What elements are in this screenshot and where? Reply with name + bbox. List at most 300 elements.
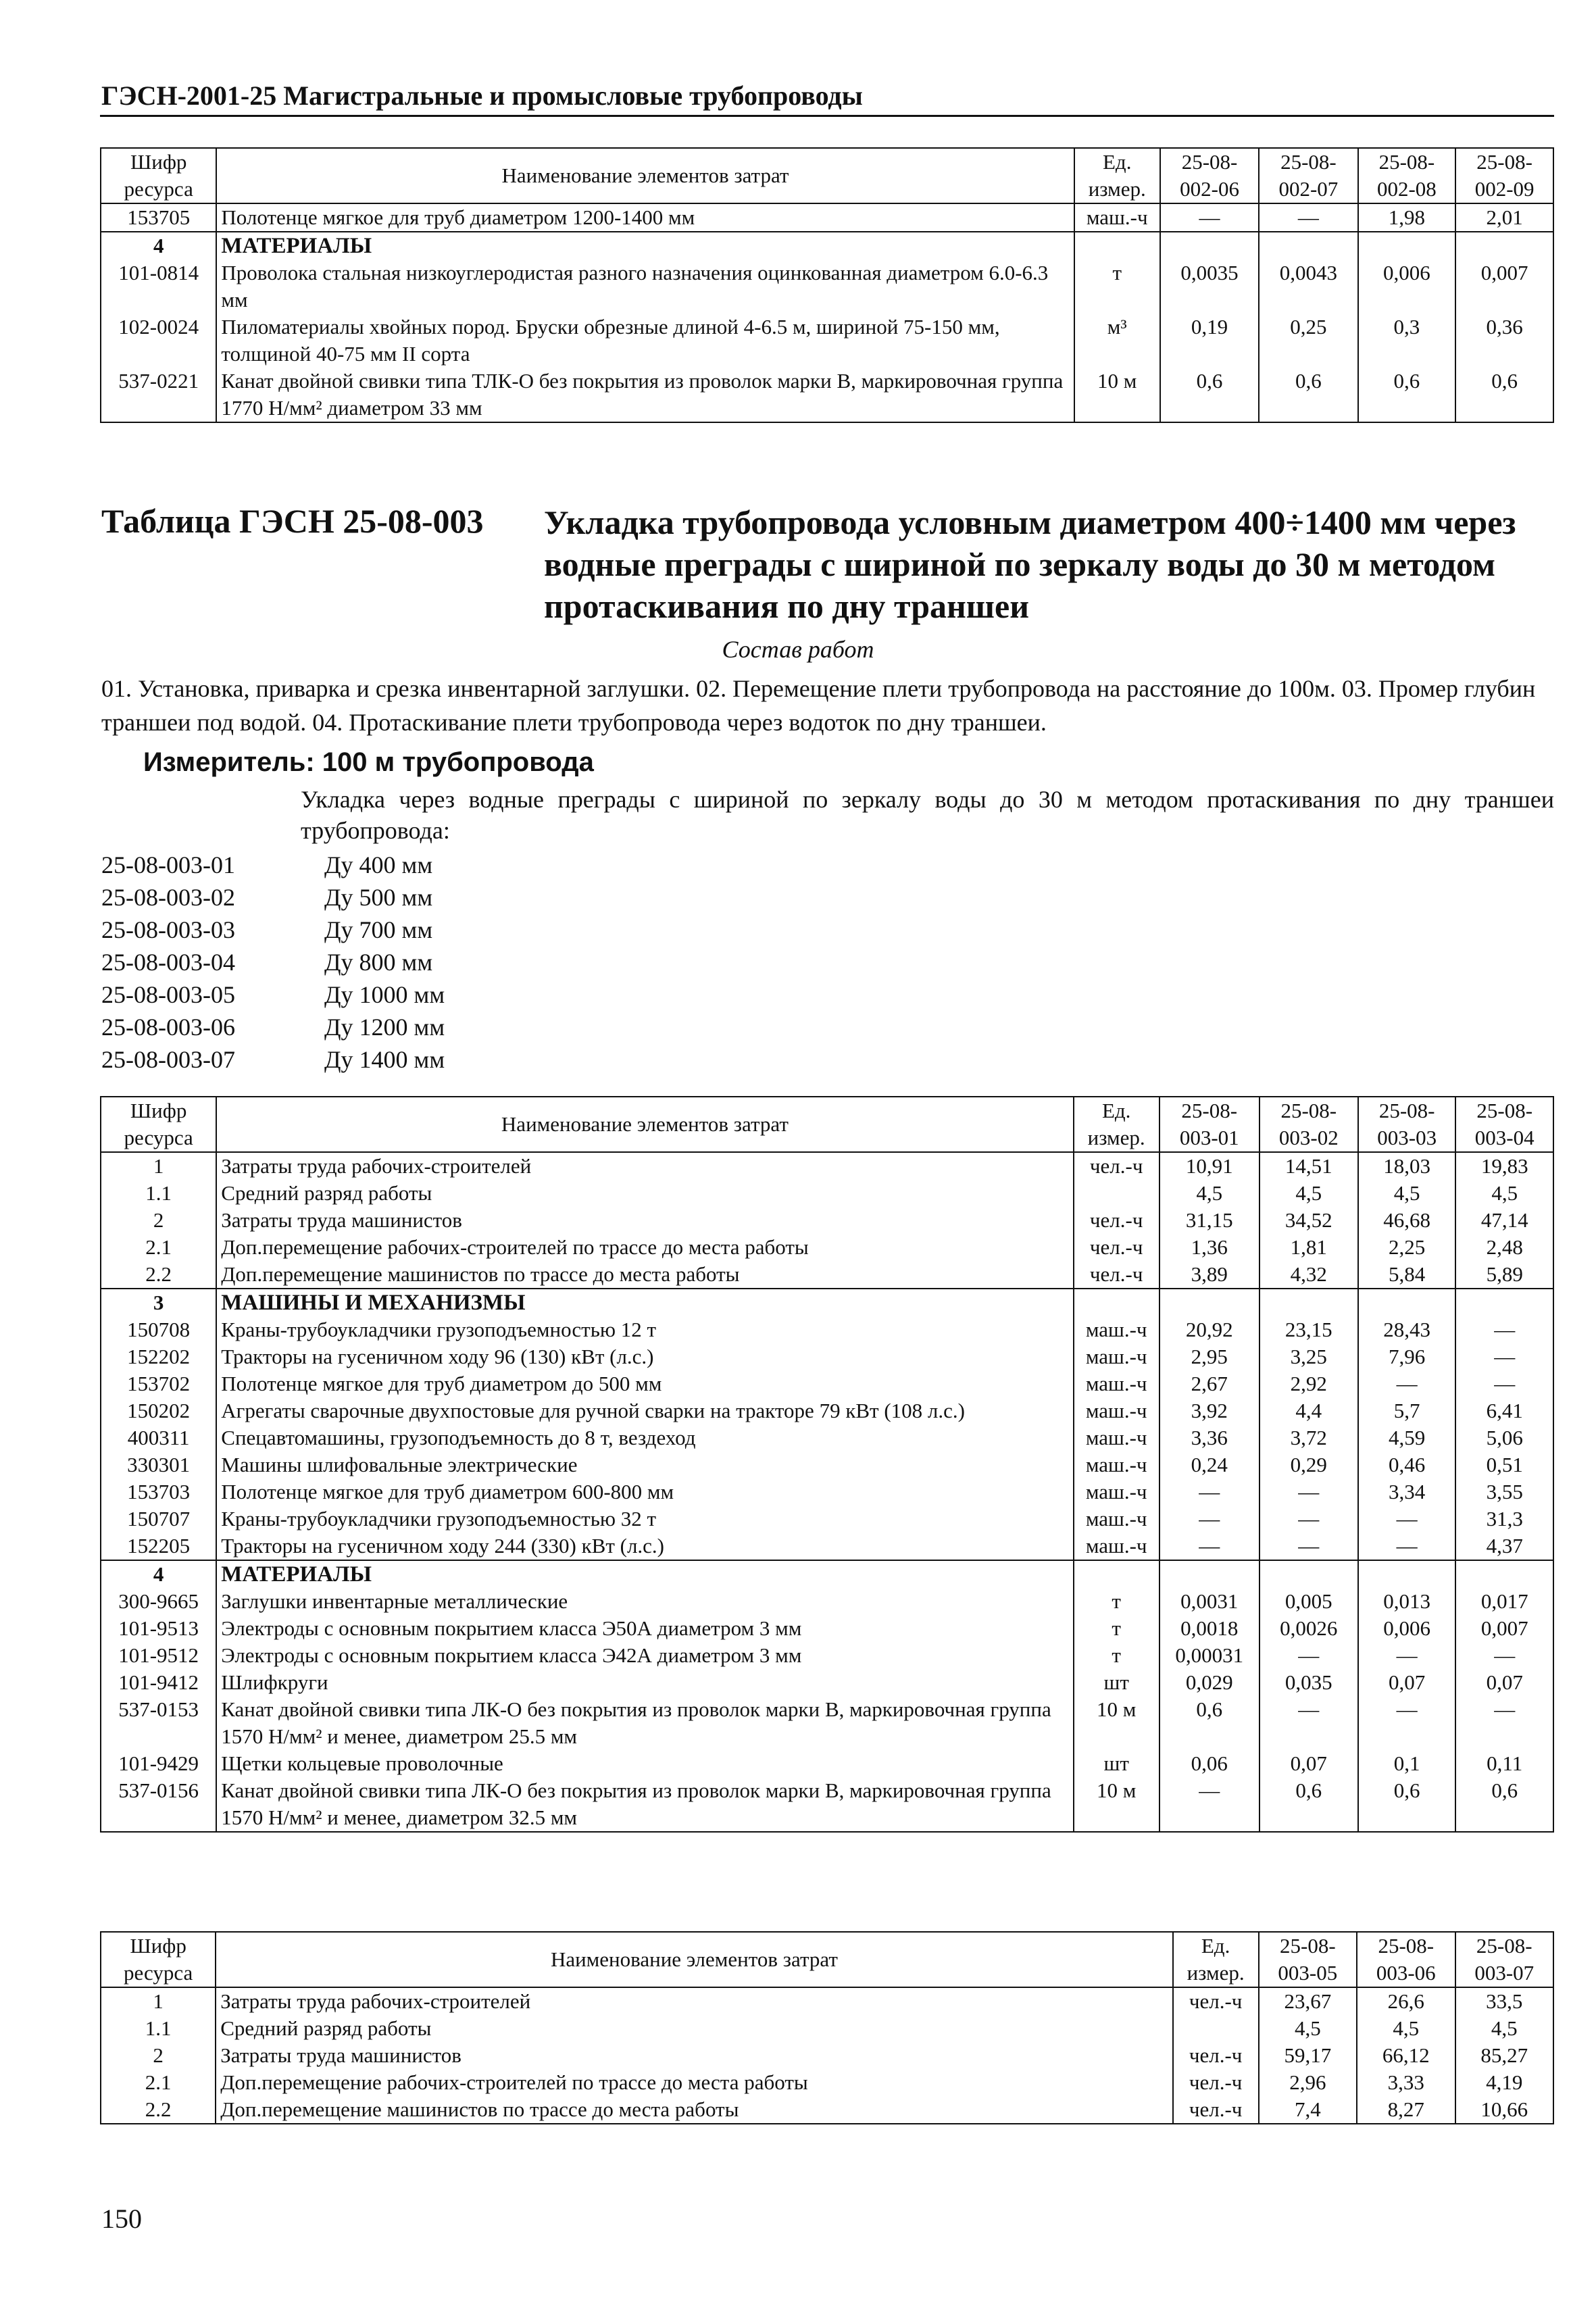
value-cell — [1455, 1289, 1553, 1316]
header-unit: Ед. измер. — [1074, 148, 1160, 203]
value-cell: 0,07 — [1260, 1750, 1358, 1777]
header-cost-element: Наименование элементов затрат — [216, 148, 1074, 203]
variant-label: Ду 1000 мм — [324, 981, 445, 1008]
cost-element-name: Шлифкруги — [216, 1669, 1073, 1696]
value-cell: 0,25 — [1259, 314, 1357, 368]
header-norm-code: 25-08-003-07 — [1455, 1932, 1554, 1987]
value-cell: 2,95 — [1159, 1343, 1260, 1370]
value-cell: 14,51 — [1260, 1152, 1358, 1180]
cost-element-name: Канат двойной свивки типа ЛК-О без покрытия из проволок марки В, маркировочная группа 1570 Н/мм² и менее, диаметром 25.5 мм — [216, 1696, 1073, 1750]
resource-code: 101-9412 — [101, 1669, 216, 1696]
resource-code: 153705 — [101, 203, 216, 232]
value-cell: 3,92 — [1159, 1397, 1260, 1424]
value-cell: — — [1159, 1505, 1260, 1533]
table-row — [101, 1370, 1553, 1397]
table-row — [101, 1316, 1553, 1343]
value-cell: 1,36 — [1159, 1234, 1260, 1261]
unit-cell: маш.-ч — [1074, 1397, 1159, 1424]
cost-element-name: МАТЕРИАЛЫ — [216, 232, 1074, 259]
unit-cell: маш.-ч — [1074, 1505, 1159, 1533]
value-cell: 23,67 — [1259, 1987, 1357, 2015]
value-cell: 0,005 — [1260, 1588, 1358, 1615]
value-cell: — — [1455, 1642, 1553, 1669]
value-cell: — — [1455, 1696, 1553, 1750]
variant-code: 25-08-003-06 — [101, 1014, 235, 1041]
value-cell: 0,007 — [1455, 259, 1553, 314]
table-row — [101, 2015, 1553, 2042]
cost-element-name: Затраты труда машинистов — [216, 2042, 1172, 2069]
measure-unit: Измеритель: 100 м трубопровода — [143, 747, 594, 777]
resource-code: 400311 — [101, 1424, 216, 1451]
header-norm-code: 25-08-002-06 — [1160, 148, 1259, 203]
value-cell: 3,25 — [1260, 1343, 1358, 1370]
unit-cell: маш.-ч — [1074, 1424, 1159, 1451]
value-cell — [1259, 232, 1357, 259]
value-cell: 0,0031 — [1159, 1588, 1260, 1615]
value-cell: 4,59 — [1358, 1424, 1456, 1451]
value-cell: 4,37 — [1455, 1533, 1553, 1560]
resource-code: 1.1 — [101, 2015, 216, 2042]
value-cell: 4,5 — [1259, 2015, 1357, 2042]
value-cell: — — [1260, 1533, 1358, 1560]
value-cell: — — [1159, 1777, 1260, 1832]
value-cell: 1,81 — [1260, 1234, 1358, 1261]
value-cell: 3,89 — [1159, 1261, 1260, 1289]
header-unit: Ед. измер. — [1074, 1097, 1159, 1152]
resource-code: 2 — [101, 1207, 216, 1234]
resource-table-002 — [100, 147, 1554, 423]
value-cell: 66,12 — [1357, 2042, 1455, 2069]
value-cell: 2,92 — [1260, 1370, 1358, 1397]
variant-code: 25-08-003-02 — [101, 884, 235, 911]
value-cell: 5,7 — [1358, 1397, 1456, 1424]
cost-element-name: МАШИНЫ И МЕХАНИЗМЫ — [216, 1289, 1073, 1316]
value-cell: 7,4 — [1259, 2096, 1357, 2124]
resource-code: 2.1 — [101, 2069, 216, 2096]
resource-code: 2.2 — [101, 1261, 216, 1289]
value-cell — [1358, 1289, 1456, 1316]
value-cell: 1,98 — [1358, 203, 1456, 232]
resource-code: 2 — [101, 2042, 216, 2069]
unit-cell — [1173, 2015, 1259, 2042]
value-cell: 26,6 — [1357, 1987, 1455, 2015]
unit-cell: т — [1074, 1642, 1159, 1669]
value-cell: 0,0043 — [1259, 259, 1357, 314]
cost-element-name: Затраты труда машинистов — [216, 1207, 1073, 1234]
table-row — [101, 314, 1553, 368]
header-cost-element: Наименование элементов затрат — [216, 1932, 1172, 1987]
unit-cell — [1074, 232, 1160, 259]
value-cell: 0,07 — [1358, 1669, 1456, 1696]
value-cell: — — [1260, 1478, 1358, 1505]
cost-element-name: Полотенце мягкое для труб диаметром до 500 мм — [216, 1370, 1073, 1397]
resource-code: 101-9512 — [101, 1642, 216, 1669]
value-cell: 4,5 — [1455, 1180, 1553, 1207]
unit-cell: маш.-ч — [1074, 1533, 1159, 1560]
value-cell: 5,06 — [1455, 1424, 1553, 1451]
resource-table-003-a — [100, 1096, 1554, 1833]
section-row — [101, 232, 1553, 259]
value-cell: 0,029 — [1159, 1669, 1260, 1696]
value-cell: 18,03 — [1358, 1152, 1456, 1180]
resource-code: 152205 — [101, 1533, 216, 1560]
table-row — [101, 259, 1553, 314]
value-cell: 4,5 — [1358, 1180, 1456, 1207]
value-cell: 5,89 — [1455, 1261, 1553, 1289]
cost-element-name: Доп.перемещение машинистов по трассе до места работы — [216, 1261, 1073, 1289]
resource-code: 2.1 — [101, 1234, 216, 1261]
unit-cell: маш.-ч — [1074, 1316, 1159, 1343]
unit-cell: шт — [1074, 1750, 1159, 1777]
unit-cell: маш.-ч — [1074, 1343, 1159, 1370]
value-cell: 0,6 — [1260, 1777, 1358, 1832]
variant-code: 25-08-003-07 — [101, 1046, 235, 1073]
header-rule — [100, 115, 1554, 117]
table-row — [101, 1669, 1553, 1696]
value-cell — [1455, 232, 1553, 259]
value-cell: 19,83 — [1455, 1152, 1553, 1180]
resource-code: 153702 — [101, 1370, 216, 1397]
table-row — [101, 1343, 1553, 1370]
cost-element-name: Проволока стальная низкоуглеродистая разного назначения оцинкованная диаметром 6.0-6.3 мм — [216, 259, 1074, 314]
table-row — [101, 1207, 1553, 1234]
value-cell: 28,43 — [1358, 1316, 1456, 1343]
value-cell: 0,0026 — [1260, 1615, 1358, 1642]
value-cell: 4,19 — [1455, 2069, 1554, 2096]
value-cell: 10,91 — [1159, 1152, 1260, 1180]
table-row — [101, 1261, 1553, 1289]
value-cell: 0,6 — [1358, 368, 1456, 422]
variant-item — [101, 978, 445, 1011]
value-cell: — — [1455, 1343, 1553, 1370]
value-cell: — — [1358, 1642, 1456, 1669]
table-row — [101, 1615, 1553, 1642]
value-cell: 2,25 — [1358, 1234, 1456, 1261]
value-cell: 0,19 — [1160, 314, 1259, 368]
table-row — [101, 1642, 1553, 1669]
value-cell: 85,27 — [1455, 2042, 1554, 2069]
value-cell: 0,00031 — [1159, 1642, 1260, 1669]
resource-code: 4 — [101, 232, 216, 259]
value-cell: 34,52 — [1260, 1207, 1358, 1234]
cost-element-name: Доп.перемещение рабочих-строителей по трассе до места работы — [216, 2069, 1172, 2096]
value-cell: 4,32 — [1260, 1261, 1358, 1289]
table-row — [101, 1397, 1553, 1424]
value-cell: — — [1260, 1696, 1358, 1750]
value-cell: 3,72 — [1260, 1424, 1358, 1451]
value-cell: — — [1259, 203, 1357, 232]
value-cell: 0,29 — [1260, 1451, 1358, 1478]
table-row — [101, 1478, 1553, 1505]
cost-element-name: Краны-трубоукладчики грузоподъемностью 12 т — [216, 1316, 1073, 1343]
unit-cell: чел.-ч — [1173, 2042, 1259, 2069]
unit-cell: чел.-ч — [1074, 1207, 1159, 1234]
value-cell: 0,6 — [1259, 368, 1357, 422]
resource-code: 2.2 — [101, 2096, 216, 2124]
cost-element-name: Полотенце мягкое для труб диаметром 1200-1400 мм — [216, 203, 1074, 232]
variant-code: 25-08-003-04 — [101, 949, 235, 976]
value-cell: 0,007 — [1455, 1615, 1553, 1642]
unit-cell: чел.-ч — [1173, 1987, 1259, 2015]
table-row — [101, 1696, 1553, 1750]
resource-code: 153703 — [101, 1478, 216, 1505]
header-norm-code: 25-08-003-05 — [1259, 1932, 1357, 1987]
variant-item — [101, 914, 445, 946]
value-cell: 20,92 — [1159, 1316, 1260, 1343]
variant-list — [101, 849, 445, 1076]
value-cell: 0,07 — [1455, 1669, 1553, 1696]
value-cell — [1358, 1560, 1456, 1588]
value-cell: 0,6 — [1358, 1777, 1456, 1832]
value-cell — [1159, 1289, 1260, 1316]
value-cell: 3,55 — [1455, 1478, 1553, 1505]
value-cell: 0,6 — [1159, 1696, 1260, 1750]
cost-element-name: Доп.перемещение рабочих-строителей по трассе до места работы — [216, 1234, 1073, 1261]
unit-cell: чел.-ч — [1074, 1234, 1159, 1261]
unit-cell — [1074, 1560, 1159, 1588]
resource-code: 1 — [101, 1152, 216, 1180]
value-cell: 3,36 — [1159, 1424, 1260, 1451]
table-label: Таблица ГЭСН 25-08-003 — [101, 502, 484, 540]
value-cell: 10,66 — [1455, 2096, 1554, 2124]
value-cell: 23,15 — [1260, 1316, 1358, 1343]
value-cell: — — [1159, 1533, 1260, 1560]
cost-element-name: Доп.перемещение машинистов по трассе до места работы — [216, 2096, 1172, 2124]
table-row — [101, 368, 1553, 422]
work-composition-text: 01. Установка, приварка и срезка инвентарной заглушки. 02. Перемещение плети трубопровода на расстояние до 100м. 03. Промер глубин траншеи под водой. 04. Протаскивание плети трубопровода через водоток по дну траншеи. — [101, 675, 1536, 736]
table-title: Укладка трубопровода условным диаметром 400÷1400 мм через водные преграды с шириной по зеркалу воды до 30 м методом протаскивания по дну траншеи — [544, 503, 1516, 625]
table-row — [101, 2069, 1553, 2096]
header-norm-code: 25-08-002-08 — [1358, 148, 1456, 203]
resource-code: 537-0156 — [101, 1777, 216, 1832]
value-cell: 33,5 — [1455, 1987, 1554, 2015]
value-cell: 0,36 — [1455, 314, 1553, 368]
table-row — [101, 1777, 1553, 1832]
header-norm-code: 25-08-002-09 — [1455, 148, 1553, 203]
value-cell: — — [1358, 1533, 1456, 1560]
value-cell: 31,3 — [1455, 1505, 1553, 1533]
value-cell: 0,24 — [1159, 1451, 1260, 1478]
resource-table-003-b — [100, 1931, 1554, 2124]
variant-label: Ду 1400 мм — [324, 1046, 445, 1073]
value-cell: 4,5 — [1159, 1180, 1260, 1207]
cost-element-name: Затраты труда рабочих-строителей — [216, 1152, 1073, 1180]
unit-cell: чел.-ч — [1074, 1152, 1159, 1180]
value-cell: — — [1260, 1642, 1358, 1669]
resource-code: 330301 — [101, 1451, 216, 1478]
table-header-row — [101, 1097, 1553, 1152]
table-row — [101, 1533, 1553, 1560]
table-row — [101, 1987, 1553, 2015]
page-number: 150 — [101, 2204, 142, 2234]
value-cell: — — [1358, 1370, 1456, 1397]
value-cell: 0,6 — [1455, 1777, 1553, 1832]
cost-element-name: Пиломатериалы хвойных пород. Бруски обрезные длиной 4-6.5 м, шириной 75-150 мм, толщиной 40-75 мм II сорта — [216, 314, 1074, 368]
value-cell: 2,96 — [1259, 2069, 1357, 2096]
header-resource-code: Шифр ресурса — [101, 1097, 216, 1152]
value-cell: 0,017 — [1455, 1588, 1553, 1615]
value-cell: 59,17 — [1259, 2042, 1357, 2069]
value-cell: — — [1455, 1316, 1553, 1343]
variant-item — [101, 881, 445, 914]
cost-element-name: Средний разряд работы — [216, 2015, 1172, 2042]
unit-cell: 10 м — [1074, 1696, 1159, 1750]
resource-code: 1.1 — [101, 1180, 216, 1207]
value-cell: 5,84 — [1358, 1261, 1456, 1289]
table-row — [101, 2042, 1553, 2069]
value-cell — [1160, 232, 1259, 259]
header-resource-code: Шифр ресурса — [101, 1932, 216, 1987]
variant-label: Ду 400 мм — [324, 851, 433, 878]
cost-element-name: Краны-трубоукладчики грузоподъемностью 32 т — [216, 1505, 1073, 1533]
variant-label: Ду 1200 мм — [324, 1014, 445, 1041]
value-cell: — — [1358, 1696, 1456, 1750]
cost-element-name: Агрегаты сварочные двухпостовые для ручной сварки на тракторе 79 кВт (108 л.с.) — [216, 1397, 1073, 1424]
resource-code: 150707 — [101, 1505, 216, 1533]
resource-code: 152202 — [101, 1343, 216, 1370]
cost-element-name: Тракторы на гусеничном ходу 244 (330) кВт (л.с.) — [216, 1533, 1073, 1560]
value-cell: 0,46 — [1358, 1451, 1456, 1478]
value-cell: 47,14 — [1455, 1207, 1553, 1234]
resource-code: 101-0814 — [101, 259, 216, 314]
value-cell: 0,1 — [1358, 1750, 1456, 1777]
resource-code: 3 — [101, 1289, 216, 1316]
value-cell: 46,68 — [1358, 1207, 1456, 1234]
value-cell: 3,34 — [1358, 1478, 1456, 1505]
value-cell: 4,5 — [1357, 2015, 1455, 2042]
resource-code: 537-0153 — [101, 1696, 216, 1750]
table-row — [101, 1451, 1553, 1478]
value-cell: — — [1358, 1505, 1456, 1533]
value-cell — [1358, 232, 1456, 259]
variant-label: Ду 700 мм — [324, 916, 433, 943]
value-cell: 6,41 — [1455, 1397, 1553, 1424]
value-cell — [1159, 1560, 1260, 1588]
unit-cell: чел.-ч — [1173, 2069, 1259, 2096]
unit-cell: шт — [1074, 1669, 1159, 1696]
variant-code: 25-08-003-01 — [101, 851, 235, 878]
resource-code: 101-9513 — [101, 1615, 216, 1642]
resource-code: 102-0024 — [101, 314, 216, 368]
unit-cell: 10 м — [1074, 368, 1160, 422]
value-cell: 0,6 — [1455, 368, 1553, 422]
table-row — [101, 203, 1553, 232]
value-cell: 3,33 — [1357, 2069, 1455, 2096]
value-cell: 2,48 — [1455, 1234, 1553, 1261]
value-cell: 0,51 — [1455, 1451, 1553, 1478]
value-cell: 4,5 — [1455, 2015, 1554, 2042]
unit-cell: т — [1074, 1615, 1159, 1642]
unit-cell: чел.-ч — [1074, 1261, 1159, 1289]
cost-element-name: Канат двойной свивки типа ТЛК-О без покрытия из проволок марки В, маркировочная группа 1770 Н/мм² диаметром 33 мм — [216, 368, 1074, 422]
unit-cell: маш.-ч — [1074, 1451, 1159, 1478]
value-cell: 2,01 — [1455, 203, 1553, 232]
header-resource-code: Шифр ресурса — [101, 148, 216, 203]
value-cell: 0,6 — [1160, 368, 1259, 422]
work-composition-heading: Состав работ — [722, 636, 874, 663]
header-norm-code: 25-08-003-03 — [1358, 1097, 1456, 1152]
cost-element-name: Машины шлифовальные электрические — [216, 1451, 1073, 1478]
cost-element-name: Полотенце мягкое для труб диаметром 600-800 мм — [216, 1478, 1073, 1505]
table-row — [101, 2096, 1553, 2124]
variant-item — [101, 1011, 445, 1043]
variant-code: 25-08-003-05 — [101, 981, 235, 1008]
cost-element-name: Тракторы на гусеничном ходу 96 (130) кВт (л.с.) — [216, 1343, 1073, 1370]
unit-cell: маш.-ч — [1074, 1478, 1159, 1505]
cost-element-name: Электроды с основным покрытием класса Э42А диаметром 3 мм — [216, 1642, 1073, 1669]
value-cell: 0,0035 — [1160, 259, 1259, 314]
running-header: ГЭСН-2001-25 Магистральные и промысловые трубопроводы — [101, 80, 863, 111]
value-cell: 0,3 — [1358, 314, 1456, 368]
cost-element-name: Средний разряд работы — [216, 1180, 1073, 1207]
value-cell: 2,67 — [1159, 1370, 1260, 1397]
table-row — [101, 1152, 1553, 1180]
header-norm-code: 25-08-003-06 — [1357, 1932, 1455, 1987]
unit-cell — [1074, 1289, 1159, 1316]
value-cell: 4,5 — [1260, 1180, 1358, 1207]
header-cost-element: Наименование элементов затрат — [216, 1097, 1073, 1152]
table-row — [101, 1234, 1553, 1261]
value-cell: 4,4 — [1260, 1397, 1358, 1424]
unit-cell: м³ — [1074, 314, 1160, 368]
header-norm-code: 25-08-003-04 — [1455, 1097, 1553, 1152]
value-cell: 0,035 — [1260, 1669, 1358, 1696]
value-cell: — — [1160, 203, 1259, 232]
table-row — [101, 1750, 1553, 1777]
value-cell: — — [1159, 1478, 1260, 1505]
variant-item — [101, 1043, 445, 1076]
table-row — [101, 1588, 1553, 1615]
unit-cell — [1074, 1180, 1159, 1207]
unit-cell: 10 м — [1074, 1777, 1159, 1832]
resource-code: 150708 — [101, 1316, 216, 1343]
resource-code: 101-9429 — [101, 1750, 216, 1777]
value-cell — [1455, 1560, 1553, 1588]
table-header-row — [101, 1932, 1553, 1987]
cost-element-name: Канат двойной свивки типа ЛК-О без покрытия из проволок марки В, маркировочная группа 1570 Н/мм² и менее, диаметром 32.5 мм — [216, 1777, 1073, 1832]
cost-element-name: Щетки кольцевые проволочные — [216, 1750, 1073, 1777]
cost-element-name: Спецавтомашины, грузоподъемность до 8 т, вездеход — [216, 1424, 1073, 1451]
header-norm-code: 25-08-002-07 — [1259, 148, 1357, 203]
resource-code: 1 — [101, 1987, 216, 2015]
unit-cell: т — [1074, 1588, 1159, 1615]
header-norm-code: 25-08-003-01 — [1159, 1097, 1260, 1152]
cost-element-name: Электроды с основным покрытием класса Э50А диаметром 3 мм — [216, 1615, 1073, 1642]
value-cell: 0,006 — [1358, 259, 1456, 314]
variant-label: Ду 500 мм — [324, 884, 433, 911]
variant-code: 25-08-003-03 — [101, 916, 235, 943]
value-cell — [1260, 1560, 1358, 1588]
value-cell: 0,06 — [1159, 1750, 1260, 1777]
section-row — [101, 1560, 1553, 1588]
header-norm-code: 25-08-003-02 — [1260, 1097, 1358, 1152]
variants-intro: Укладка через водные преграды с шириной по зеркалу воды до 30 м методом протаскивания по дну траншеи трубопровода: — [301, 786, 1554, 844]
variant-item — [101, 946, 445, 978]
table-row — [101, 1424, 1553, 1451]
section-row — [101, 1289, 1553, 1316]
resource-code: 537-0221 — [101, 368, 216, 422]
table-header-row — [101, 148, 1553, 203]
value-cell: 0,0018 — [1159, 1615, 1260, 1642]
variant-item — [101, 849, 445, 881]
unit-cell: т — [1074, 259, 1160, 314]
table-row — [101, 1180, 1553, 1207]
resource-code: 150202 — [101, 1397, 216, 1424]
cost-element-name: Затраты труда рабочих-строителей — [216, 1987, 1172, 2015]
resource-code: 300-9665 — [101, 1588, 216, 1615]
cost-element-name: Заглушки инвентарные металлические — [216, 1588, 1073, 1615]
value-cell: 8,27 — [1357, 2096, 1455, 2124]
